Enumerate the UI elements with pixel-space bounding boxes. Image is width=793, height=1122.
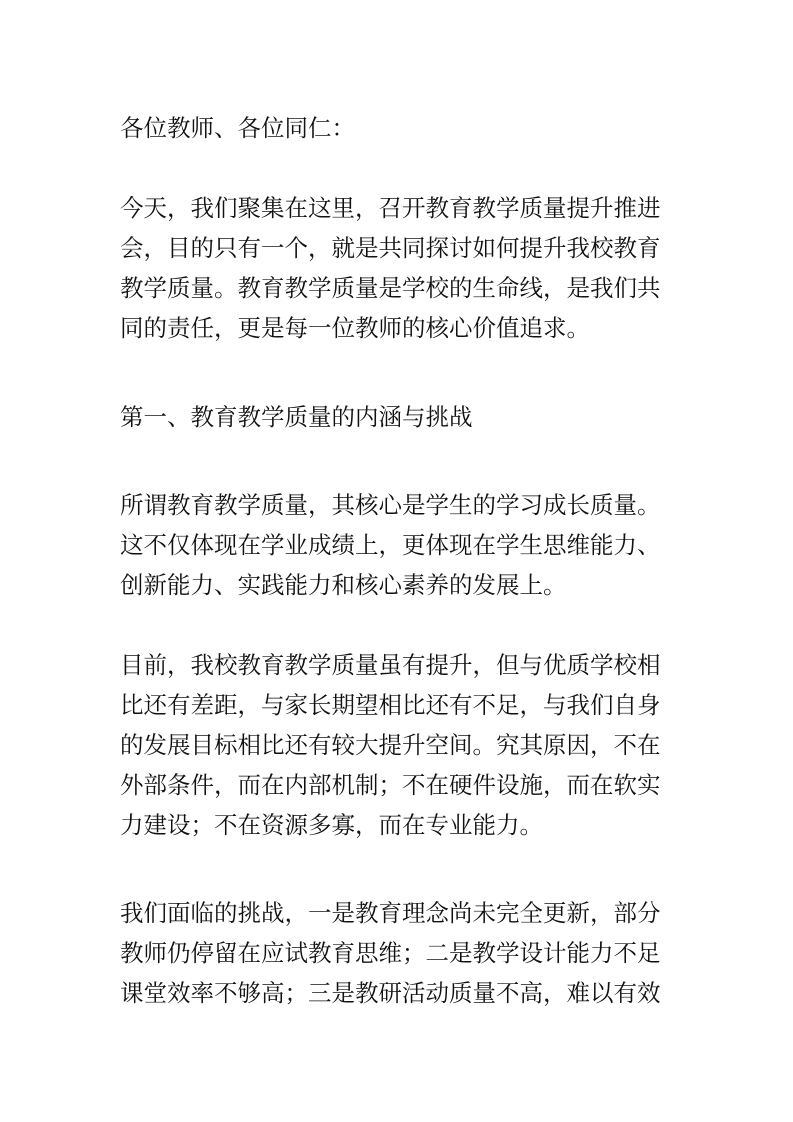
text-line: 力建设；不在资源多寡，而在专业能力。 xyxy=(120,811,543,839)
section-heading xyxy=(120,397,720,437)
text-line: 教师仍停留在应试教育思维；二是教学设计能力不足 xyxy=(120,939,661,967)
salutation xyxy=(120,108,720,148)
paragraph-current-status xyxy=(120,645,720,845)
text-line: 的发展目标相比还有较大提升空间。究其原因，不在 xyxy=(120,731,661,759)
paragraph-definition xyxy=(120,485,720,605)
text-line: 第一、教育教学质量的内涵与挑战 xyxy=(120,403,473,431)
paragraph-challenges xyxy=(120,893,720,1013)
text-line: 各位教师、各位同仁： xyxy=(120,114,355,142)
text-line: 同的责任，更是每一位教师的核心价值追求。 xyxy=(120,314,590,342)
text-line: 教学质量。教育教学质量是学校的生命线，是我们共 xyxy=(120,274,661,302)
text-line: 外部条件，而在内部机制；不在硬件设施，而在软实 xyxy=(120,771,661,799)
text-line: 课堂效率不够高；三是教研活动质量不高，难以有效 xyxy=(120,979,661,1007)
text-line: 创新能力、实践能力和核心素养的发展上。 xyxy=(120,571,567,599)
text-line: 我们面临的挑战，一是教育理念尚未完全更新，部分 xyxy=(120,899,661,927)
paragraph-opening xyxy=(120,188,720,348)
text-line: 目前，我校教育教学质量虽有提升，但与优质学校相 xyxy=(120,651,661,679)
text-line: 这不仅体现在学业成绩上，更体现在学生思维能力、 xyxy=(120,531,661,559)
text-line: 会，目的只有一个，就是共同探讨如何提升我校教育 xyxy=(120,234,661,262)
text-line: 所谓教育教学质量，其核心是学生的学习成长质量。 xyxy=(120,491,661,519)
text-line: 比还有差距，与家长期望相比还有不足，与我们自身 xyxy=(120,691,661,719)
text-line: 今天，我们聚集在这里，召开教育教学质量提升推进 xyxy=(120,194,661,222)
